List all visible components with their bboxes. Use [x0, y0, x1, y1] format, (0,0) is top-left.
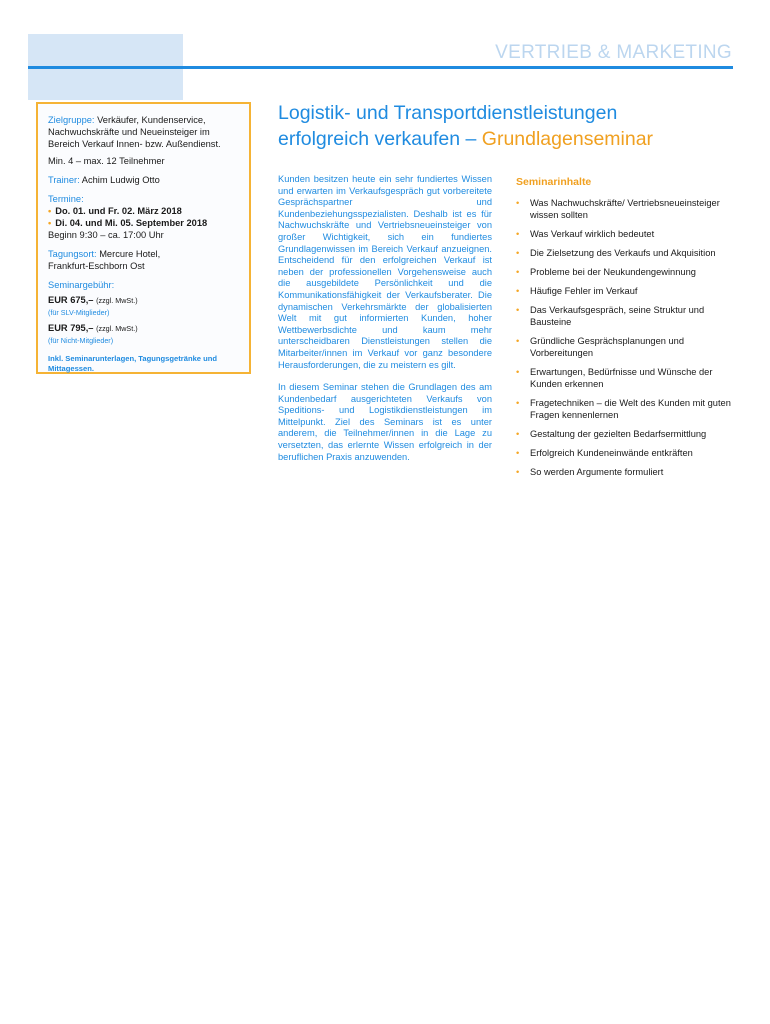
paragraph-2: In diesem Seminar stehen die Grundlagen des am Kundenbedarf ausgerichteten Verkaufs von Speditions- und Logistikdienstleistungen im Mittelpunkt. Ziel des Seminars ist es unter anderem, die Teilnehmer/innen in die Lage zu versetzten, das erlernte Wissen erfolgreich in der beruflichen Praxis anzuwenden. [278, 382, 492, 462]
bullet-icon: • [48, 218, 52, 228]
termin-item: • Di. 04. und Mi. 05. September 2018 [48, 218, 208, 228]
bullet-icon: • [516, 248, 520, 258]
header-rule [28, 66, 733, 69]
page-title [278, 100, 738, 152]
preis1-amount: EUR 675,– [48, 295, 94, 305]
zielgruppe-block [48, 114, 239, 167]
bullet-icon: • [516, 267, 520, 277]
preis2-note: (zzgl. MwSt.) [96, 324, 138, 333]
list-item: • Gestaltung der gezielten Bedarfsermittlung [516, 429, 707, 439]
zielgruppe-label: Zielgruppe: [48, 115, 95, 125]
preis2-group: (für Nicht-Mitglieder) [48, 336, 114, 345]
gebuehr-block [48, 279, 239, 347]
gebuehr-label: Seminargebühr: [48, 280, 115, 290]
trainer-block [48, 174, 239, 186]
bullet-icon: • [516, 367, 520, 377]
section-title: VERTRIEB & MARKETING [495, 42, 732, 63]
termine-block [48, 193, 239, 241]
seminarinhalte-section [516, 176, 736, 485]
list-item: • Probleme bei der Neukundengewinnung [516, 267, 696, 277]
title-line2 [278, 126, 738, 152]
bullet-icon: • [516, 198, 520, 208]
preis2-row [48, 322, 239, 335]
termin-item: • Do. 01. und Fr. 02. März 2018 [48, 206, 182, 216]
list-item: • Erwartungen, Bedürfnisse und Wünsche der Kunden erkennen [516, 367, 713, 389]
bullet-icon: • [516, 305, 520, 315]
bullet-icon: • [516, 448, 520, 458]
uhrzeit-text: Beginn 9:30 – ca. 17:00 Uhr [48, 230, 164, 240]
list-item: • Was Nachwuchskräfte/ Vertriebsneueinsteiger wissen sollten [516, 198, 720, 220]
title-accent: Grundlagenseminar [481, 128, 654, 150]
seminarinhalte-heading: Seminarinhalte [516, 176, 592, 188]
list-item: • So werden Argumente formuliert [516, 467, 664, 477]
tagungsort-line2: Frankfurt-Eschborn Ost [48, 261, 145, 271]
bullet-icon: • [516, 429, 520, 439]
tagungsort-block [48, 248, 239, 272]
description-column [278, 174, 492, 474]
trainer-label: Trainer: [48, 175, 80, 185]
bullet-icon: • [516, 229, 520, 239]
bullet-icon: • [516, 286, 520, 296]
preis2-amount: EUR 795,– [48, 323, 94, 333]
list-item: • Die Zielsetzung des Verkaufs und Akquisition [516, 248, 716, 258]
trainer-name: Achim Ludwig Otto [81, 175, 160, 185]
seminarinhalte-list [516, 197, 736, 478]
list-item: • Gründliche Gesprächsplanungen und Vorbereitungen [516, 336, 685, 358]
list-item: • Erfolgreich Kundeneinwände entkräften [516, 448, 693, 458]
list-item: • Häufige Fehler im Verkauf [516, 286, 638, 296]
preis1-group: (für SLV-Mitglieder) [48, 308, 110, 317]
list-item: • Was Verkauf wirklich bedeutet [516, 229, 655, 239]
bullet-icon: • [516, 398, 520, 408]
zielgruppe-text: Verkäufer, Kundenservice, Nachwuchskräfte und Neueinsteiger im Bereich Verkauf Innen- bzw. Außendienst. [48, 115, 221, 149]
sidebar-strip [28, 70, 183, 100]
bullet-icon: • [516, 336, 520, 346]
tagungsort-line1: Mercure Hotel, [99, 249, 161, 259]
list-item: • Das Verkaufsgespräch, seine Struktur und Bausteine [516, 305, 705, 327]
teilnehmer-text: Min. 4 – max. 12 Teilnehmer [48, 156, 165, 166]
tagungsort-label: Tagungsort: [48, 249, 97, 259]
preis1-note: (zzgl. MwSt.) [96, 296, 138, 305]
inklusive-note: Inkl. Seminarunterlagen, Tagungsgetränke und Mittagessen. [48, 354, 218, 373]
header-band [28, 34, 183, 70]
bullet-icon: • [48, 206, 52, 216]
bullet-icon: • [516, 467, 520, 477]
termine-label: Termine: [48, 194, 84, 204]
preis1-row [48, 294, 239, 307]
list-item: • Fragetechniken – die Welt des Kunden mit guten Fragen kennenlernen [516, 398, 731, 420]
seminar-info-box [36, 102, 251, 374]
title-line1: Logistik- und Transportdienstleistungen [278, 102, 618, 124]
paragraph-1: Kunden besitzen heute ein sehr fundiertes Wissen und erwarten im Verkaufsgespräch gut vorbereitete Gesprächspartner und Kundenbeziehungsspezialisten. Deshalb ist es für Nachwuchskräfte und Vertriebsneueinsteiger von großer Wichtigkeit, sich ein fundiertes Grundlagenwissen im Bereich Verkauf anzueignen. Entscheidend für den erfolgreichen Verkauf ist neben der professionellen Vorgehensweise auch die ausgebildete Persönlichkeit und die Kommunikationsfähigkeit der Verkaufsberater. Die dynamischen Verkehrsmärkte der globalisierten Welt mit gut informierten Kunden, hoher Wettbewerbsdichte und kaum mehr unterscheidbaren Dienstleistungen stellen die Mitarbeiter/innen im Verkauf vor ganz besondere Herausforderungen, die zu meistern es gilt. [278, 174, 492, 370]
title-line2-main: erfolgreich verkaufen – [278, 128, 482, 150]
